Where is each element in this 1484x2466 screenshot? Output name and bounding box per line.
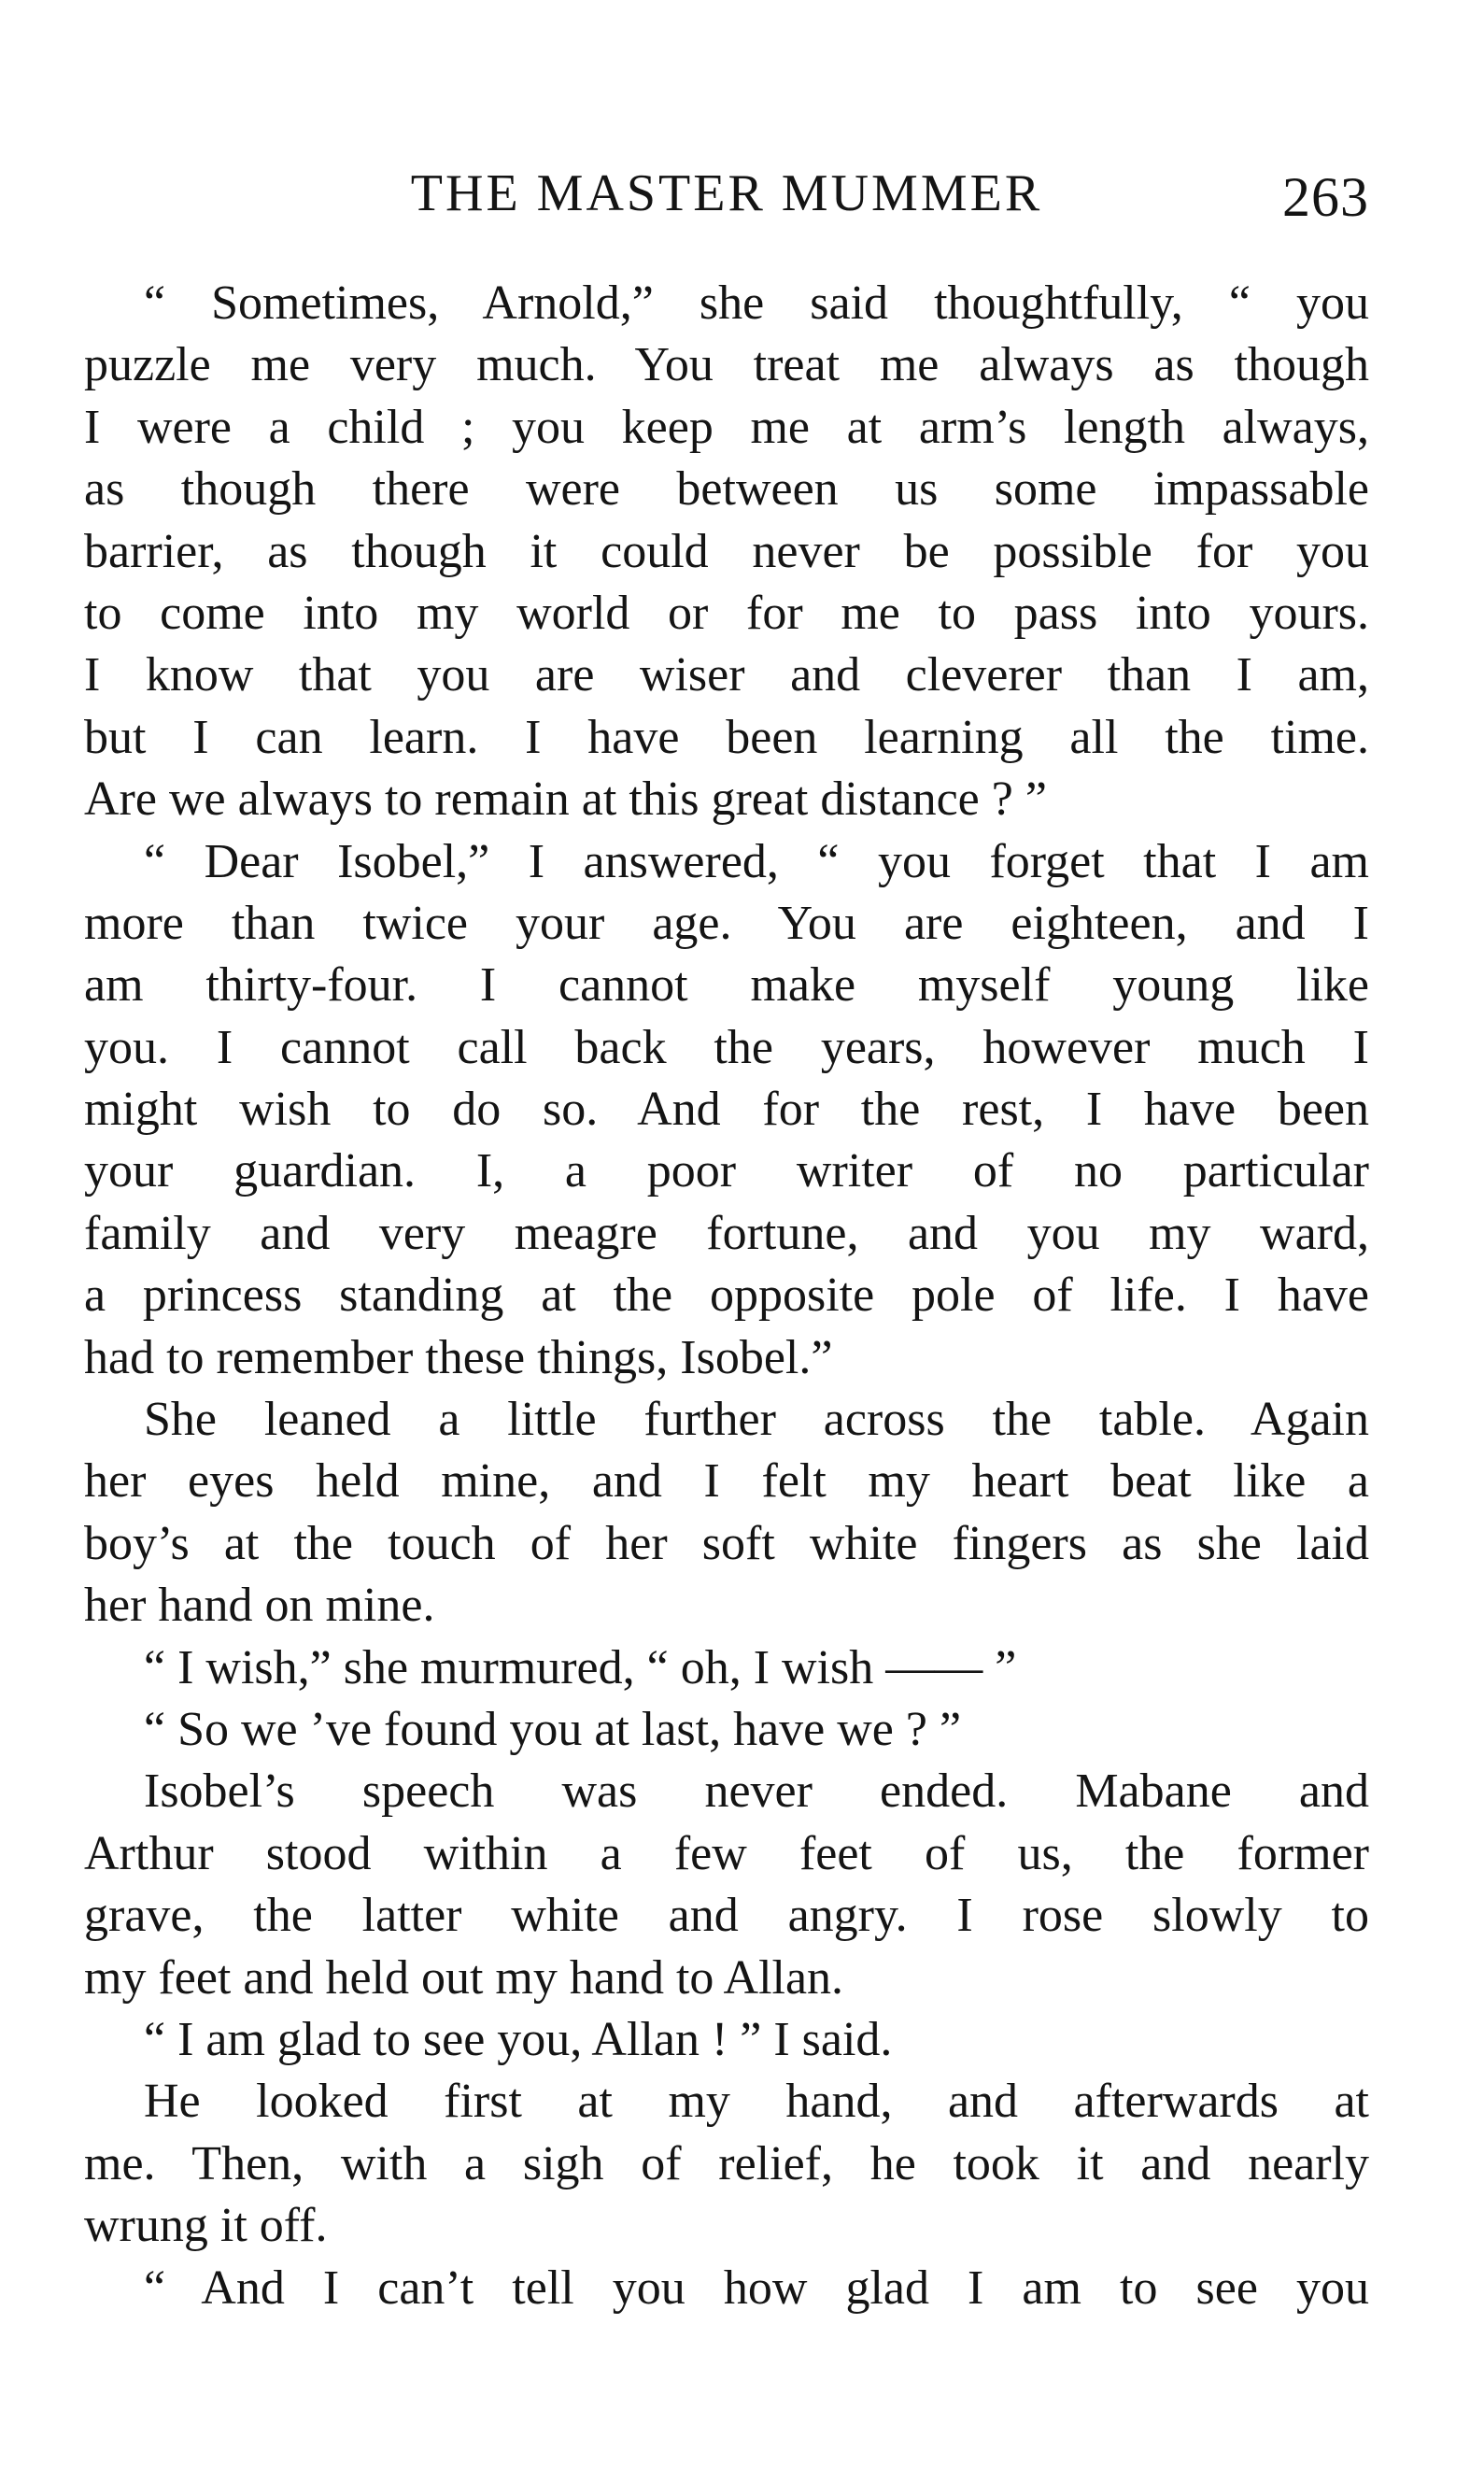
running-head xyxy=(84,161,1369,226)
text-line: Arthur stood within a few feet of us, the former xyxy=(84,1826,1369,1880)
text-line: more than twice your age. You are eighteen, and I xyxy=(84,896,1369,950)
text-line: a princess standing at the opposite pole of life. I have xyxy=(84,1268,1369,1323)
text-line: grave, the latter white and angry. I rose slowly to xyxy=(84,1889,1369,1943)
text-line: Isobel’s speech was never ended. Mabane and xyxy=(144,1764,1369,1819)
text-line: you. I cannot call back the years, however much I xyxy=(84,1020,1369,1074)
text-line: I know that you are wiser and cleverer than I am, xyxy=(84,648,1369,702)
running-title: THE MASTER MUMMER xyxy=(410,164,1043,222)
text-line: me. Then, with a sigh of relief, he took it and nearly xyxy=(84,2136,1369,2190)
text-line: my feet and held out my hand to Allan. xyxy=(84,1950,844,2005)
text-line: barrier, as though it could never be possible for you xyxy=(84,524,1369,578)
body-text xyxy=(84,273,1369,2319)
text-line: wrung it off. xyxy=(84,2199,328,2253)
text-line: “ So we ’ve found you at last, have we ? ” xyxy=(144,1702,962,1756)
text-line: “ I wish,” she murmured, “ oh, I wish —— ” xyxy=(144,1640,1017,1694)
text-line: to come into my world or for me to pass into yours. xyxy=(84,586,1369,640)
text-line: She leaned a little further across the table. Again xyxy=(144,1393,1369,1447)
text-line: He looked first at my hand, and afterwards at xyxy=(144,2075,1369,2129)
text-line: am thirty-four. I cannot make myself young like xyxy=(84,958,1369,1013)
text-line: “ Sometimes, Arnold,” she said thoughtfully, “ you xyxy=(144,276,1369,330)
text-line: family and very meagre fortune, and you my ward, xyxy=(84,1206,1369,1260)
text-line: her eyes held mine, and I felt my heart beat like a xyxy=(84,1454,1369,1509)
text-line: I were a child ; you keep me at arm’s length always, xyxy=(84,400,1369,454)
text-line: had to remember these things, Isobel.” xyxy=(84,1330,833,1384)
page-number: 263 xyxy=(1282,166,1369,228)
text-line: “ I am glad to see you, Allan ! ” I said. xyxy=(144,2012,893,2066)
text-line: your guardian. I, a poor writer of no particular xyxy=(84,1144,1369,1198)
text-line: “ And I can’t tell you how glad I am to see you xyxy=(144,2260,1369,2315)
text-line: her hand on mine. xyxy=(84,1579,435,1633)
text-line: puzzle me very much. You treat me always as though xyxy=(84,338,1369,392)
text-line: “ Dear Isobel,” I answered, “ you forget that I am xyxy=(144,834,1369,888)
text-line: as though there were between us some impassable xyxy=(84,462,1369,517)
text-line: Are we always to remain at this great distance ? ” xyxy=(84,772,1047,827)
text-line: but I can learn. I have been learning all the time. xyxy=(84,710,1369,764)
text-line: boy’s at the touch of her soft white fingers as she laid xyxy=(84,1516,1369,1570)
text-line: might wish to do so. And for the rest, I have been xyxy=(84,1083,1369,1137)
